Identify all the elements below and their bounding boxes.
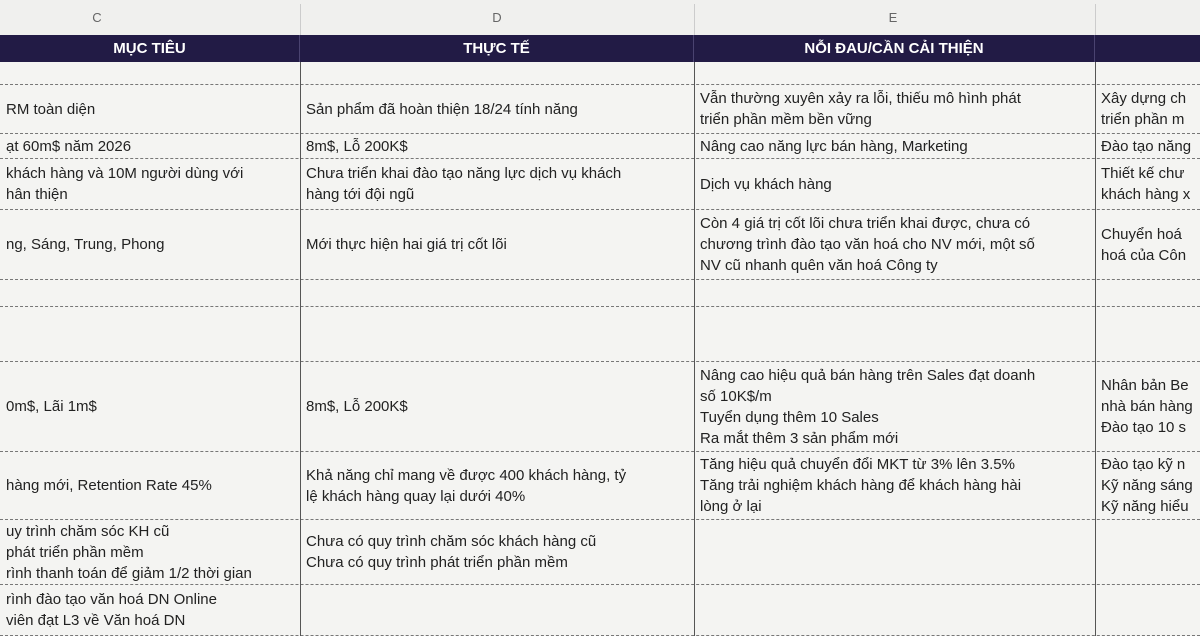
cell-d[interactable]: [300, 280, 694, 306]
cell-d[interactable]: 8m$, Lỗ 200K$: [306, 398, 408, 415]
column-border: [1095, 62, 1096, 636]
table-row: [0, 210, 1200, 280]
cell-c[interactable]: rình đào tạo văn hoá DN Online viên đạt L3 về Văn hoá DN: [6, 591, 217, 629]
cell-d[interactable]: Mới thực hiện hai giá trị cốt lõi: [306, 236, 507, 253]
cell-c[interactable]: ng, Sáng, Trung, Phong: [6, 236, 165, 253]
cell-e[interactable]: Còn 4 giá trị cốt lõi chưa triển khai được, chưa có chương trình đào tạo văn hoá cho NV mới, một số NV cũ nhanh quên văn hoá Công ty: [700, 215, 1035, 274]
cell-f[interactable]: [1095, 62, 1200, 84]
header-muc-tieu[interactable]: MỤC TIÊU: [0, 35, 300, 62]
spreadsheet-grid: [0, 62, 1200, 636]
table-row: [0, 62, 1200, 85]
cell-d[interactable]: [300, 585, 694, 635]
table-row: [0, 520, 1200, 585]
header-thuc-te[interactable]: THỰC TẾ: [300, 35, 694, 62]
table-row: [0, 280, 1200, 307]
cell-c[interactable]: hàng mới, Retention Rate 45%: [6, 477, 212, 494]
cell-c[interactable]: [0, 280, 300, 306]
cell-f[interactable]: [1095, 520, 1200, 584]
cell-e[interactable]: [694, 62, 1095, 84]
cell-f[interactable]: Đào tạo kỹ n Kỹ năng sáng Kỹ năng hiểu: [1101, 456, 1193, 515]
cell-c[interactable]: ạt 60m$ năm 2026: [6, 137, 132, 155]
cell-f[interactable]: [1095, 280, 1200, 306]
cell-c[interactable]: khách hàng và 10M người dùng với hân thiện: [6, 165, 244, 203]
header-next-column[interactable]: [1095, 35, 1200, 62]
cell-f[interactable]: Chuyển hoá hoá của Côn: [1101, 225, 1187, 264]
cell-d[interactable]: Sản phẩm đã hoàn thiện 18/24 tính năng: [306, 100, 578, 118]
cell-e[interactable]: Dịch vụ khách hàng: [700, 175, 832, 193]
cell-d[interactable]: [300, 62, 694, 84]
column-divider[interactable]: [694, 4, 695, 35]
cell-e[interactable]: [694, 280, 1095, 306]
column-letter-e[interactable]: E: [888, 10, 898, 25]
cell-f[interactable]: [1095, 307, 1200, 361]
cell-f[interactable]: Nhân bản Be nhà bán hàng Đào tạo 10 s: [1101, 377, 1193, 436]
cell-d[interactable]: Chưa triển khai đào tạo năng lực dịch vụ khách hàng tới đội ngũ: [306, 165, 622, 203]
cell-e[interactable]: [694, 520, 1095, 584]
cell-d[interactable]: Khả năng chỉ mang về được 400 khách hàng, tỷ lệ khách hàng quay lại dưới 40%: [306, 466, 627, 505]
table-row: [0, 585, 1200, 636]
column-letter-d[interactable]: D: [492, 10, 502, 25]
cell-f[interactable]: [1095, 585, 1200, 635]
cell-c[interactable]: 0m$, Lãi 1m$: [6, 398, 97, 415]
cell-e[interactable]: Tăng hiệu quả chuyển đổi MKT từ 3% lên 3.5% Tăng trải nghiệm khách hàng để khách hàng hài lòng ở lại: [700, 456, 1022, 515]
cell-e[interactable]: Nâng cao hiệu quả bán hàng trên Sales đạt doanh số 10K$/m Tuyển dụng thêm 10 Sales Ra mắt thêm 3 sản phẩm mới: [700, 366, 1036, 447]
cell-c[interactable]: uy trình chăm sóc KH cũ phát triển phần mềm rình thanh toán để giảm 1/2 thời gian: [6, 522, 252, 582]
table-row: [0, 159, 1200, 210]
cell-e[interactable]: [694, 585, 1095, 635]
column-border: [694, 62, 695, 636]
cell-d[interactable]: Chưa có quy trình chăm sóc khách hàng cũ Chưa có quy trình phát triển phần mềm: [306, 533, 597, 571]
column-border: [300, 62, 301, 636]
cell-c[interactable]: RM toàn diện: [6, 100, 96, 118]
cell-f[interactable]: Xây dựng ch triển phần m: [1101, 90, 1187, 128]
table-row: [0, 134, 1200, 159]
column-letter-bar: [0, 0, 1200, 35]
cell-e[interactable]: Nâng cao năng lực bán hàng, Marketing: [700, 137, 968, 155]
table-row: [0, 452, 1200, 520]
table-row: [0, 362, 1200, 452]
cell-d[interactable]: 8m$, Lỗ 200K$: [306, 137, 408, 155]
cell-e[interactable]: [694, 307, 1095, 361]
header-noi-dau[interactable]: NỖI ĐAU/CẦN CẢI THIỆN: [694, 35, 1095, 62]
column-divider[interactable]: [300, 4, 301, 35]
cell-d[interactable]: [300, 307, 694, 361]
column-letter-c[interactable]: C: [92, 10, 102, 25]
cell-c[interactable]: [0, 307, 300, 361]
table-row: [0, 85, 1200, 134]
cell-f[interactable]: Đào tạo năng: [1101, 137, 1192, 155]
cell-e[interactable]: Vẫn thường xuyên xảy ra lỗi, thiếu mô hình phát triển phần mềm bền vững: [700, 90, 1021, 128]
table-row: [0, 307, 1200, 362]
cell-c[interactable]: [0, 62, 300, 84]
column-divider[interactable]: [1095, 4, 1096, 35]
cell-f[interactable]: Thiết kế chư khách hàng x: [1101, 165, 1191, 203]
table-header: [0, 35, 1200, 62]
